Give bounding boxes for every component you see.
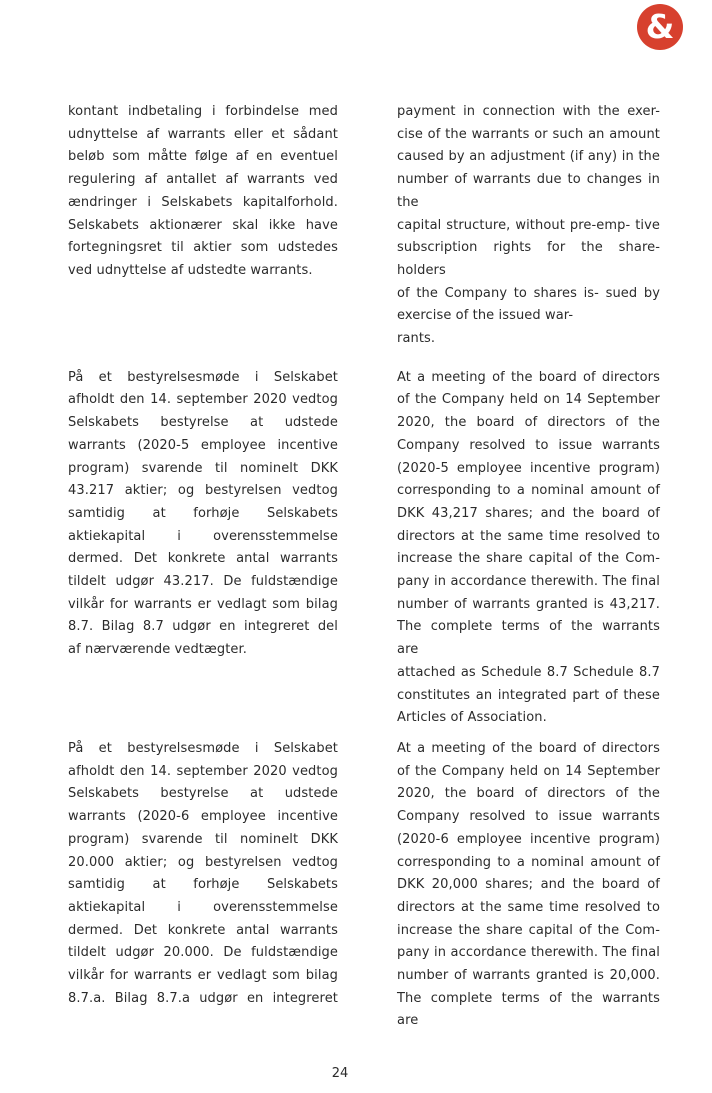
text-line: samtidig at forhøje Selskabets	[68, 877, 338, 893]
text-line: aktiekapital i overensstemmelse	[68, 899, 338, 915]
text-line: vilkår for warrants er vedlagt som bilag	[68, 968, 338, 984]
text-line: DKK 20,000 shares; and the board of	[397, 877, 660, 893]
text-line: udnyttelse af warrants eller et sådant	[68, 126, 338, 142]
text-line: caused by an adjustment (if any) in the	[397, 149, 660, 165]
text-line: tildelt udgør 43.217. De fuldstændige	[68, 574, 338, 590]
text-line: pany in accordance therewith. The final	[397, 945, 660, 961]
text-line: (2020-6 employee incentive program)	[397, 831, 660, 847]
text-line: Articles of Association.	[397, 710, 547, 726]
text-line: corresponding to a nominal amount of	[397, 854, 660, 870]
text-line: DKK 43,217 shares; and the board of	[397, 505, 660, 521]
text-line: beløb som måtte følge af en eventuel	[68, 149, 338, 165]
text-line: cise of the warrants or such an amount	[397, 126, 660, 142]
text-line: number of warrants granted is 43,217.	[397, 596, 660, 612]
text-line: af nærværende vedtægter.	[68, 642, 247, 658]
paragraph-row-2	[68, 367, 660, 730]
paragraph-row-1	[68, 101, 660, 351]
text-line: Selskabets bestyrelse at udstede	[68, 786, 338, 802]
text-line: 43.217 aktier; og bestyrelsen vedtog	[68, 483, 338, 499]
paragraph-row-3	[68, 738, 660, 1033]
text-line: number of warrants granted is 20,000.	[397, 968, 660, 984]
text-line: Selskabets bestyrelse at udstede	[68, 415, 338, 431]
text-line: 2020, the board of directors of the	[397, 786, 660, 802]
paragraph-1-danish	[68, 101, 338, 283]
paragraph-2-english	[397, 367, 660, 730]
brand-logo	[637, 4, 683, 50]
page-footer	[0, 1066, 680, 1081]
text-line: vilkår for warrants er vedlagt som bilag	[68, 596, 338, 612]
text-line: warrants (2020-6 employee incentive	[68, 809, 338, 825]
text-line: program) svarende til nominelt DKK	[68, 831, 338, 847]
text-line: At a meeting of the board of directors	[397, 740, 660, 756]
text-line: dermed. Det konkrete antal warrants	[68, 551, 338, 567]
text-line: pany in accordance therewith. The final	[397, 574, 660, 590]
text-line: of the Company held on 14 September	[397, 763, 660, 779]
paragraph-2-danish	[68, 367, 338, 662]
text-line: 2020, the board of directors of the	[397, 415, 660, 431]
text-line: subscription rights for the share- holders	[397, 240, 660, 278]
text-line: ændringer i Selskabets kapitalforhold.	[68, 194, 338, 210]
text-line: 20.000 aktier; og bestyrelsen vedtog	[68, 854, 338, 870]
text-line: constitutes an integrated part of these	[397, 687, 660, 703]
text-line: program) svarende til nominelt DKK	[68, 460, 338, 476]
text-line: afholdt den 14. september 2020 vedtog	[68, 763, 338, 779]
text-line: warrants (2020-5 employee incentive	[68, 437, 338, 453]
text-line: dermed. Det konkrete antal warrants	[68, 922, 338, 938]
text-line: attached as Schedule 8.7 Schedule 8.7	[397, 664, 660, 680]
text-line: The complete terms of the warrants are	[397, 619, 660, 658]
text-line: payment in connection with the exer-	[397, 104, 660, 119]
text-line: samtidig at forhøje Selskabets	[68, 505, 338, 521]
two-column-content	[68, 101, 660, 1033]
paragraph-3-english	[397, 738, 660, 1033]
text-line: ved udnyttelse af udstedte warrants.	[68, 262, 313, 278]
text-line: Company resolved to issue warrants	[397, 437, 660, 453]
text-line: of the Company to shares is- sued by	[397, 285, 660, 301]
paragraph-1-english	[397, 101, 660, 351]
text-line: Company resolved to issue warrants	[397, 809, 660, 825]
text-line: exercise of the issued war-	[397, 308, 574, 324]
text-line: kontant indbetaling i forbindelse med	[68, 104, 338, 119]
text-line: corresponding to a nominal amount of	[397, 483, 660, 499]
text-line: (2020-5 employee incentive program)	[397, 460, 660, 476]
ampersand-icon: &	[645, 6, 675, 46]
text-line: directors at the same time resolved to	[397, 528, 660, 544]
text-line: rants.	[397, 331, 436, 347]
text-line: afholdt den 14. september 2020 vedtog	[68, 392, 338, 408]
page-number: 24	[331, 1066, 349, 1081]
text-line: increase the share capital of the Com-	[397, 922, 660, 938]
text-line: regulering af antallet af warrants ved	[68, 172, 338, 188]
text-line: fortegningsret til aktier som udstedes	[68, 240, 338, 256]
text-line: directors at the same time resolved to	[397, 899, 660, 915]
text-line: At a meeting of the board of directors	[397, 369, 660, 385]
text-line: Selskabets aktionærer skal ikke have	[68, 217, 338, 233]
text-line: capital structure, without pre-emp- tive	[397, 217, 660, 233]
paragraph-3-danish	[68, 738, 338, 1010]
text-line: 8.7.a. Bilag 8.7.a udgør en integreret	[68, 990, 338, 1006]
text-line: aktiekapital i overensstemmelse	[68, 528, 338, 544]
text-line: The complete terms of the warrants are	[397, 990, 660, 1029]
text-line: 8.7. Bilag 8.7 udgør en integreret del	[68, 619, 338, 635]
text-line: tildelt udgør 20.000. De fuldstændige	[68, 945, 338, 961]
text-line: På et bestyrelsesmøde i Selskabet	[68, 369, 338, 385]
text-line: of the Company held on 14 September	[397, 392, 660, 408]
text-line: number of warrants due to changes in the	[397, 172, 660, 210]
text-line: På et bestyrelsesmøde i Selskabet	[68, 740, 338, 756]
text-line: increase the share capital of the Com-	[397, 551, 660, 567]
